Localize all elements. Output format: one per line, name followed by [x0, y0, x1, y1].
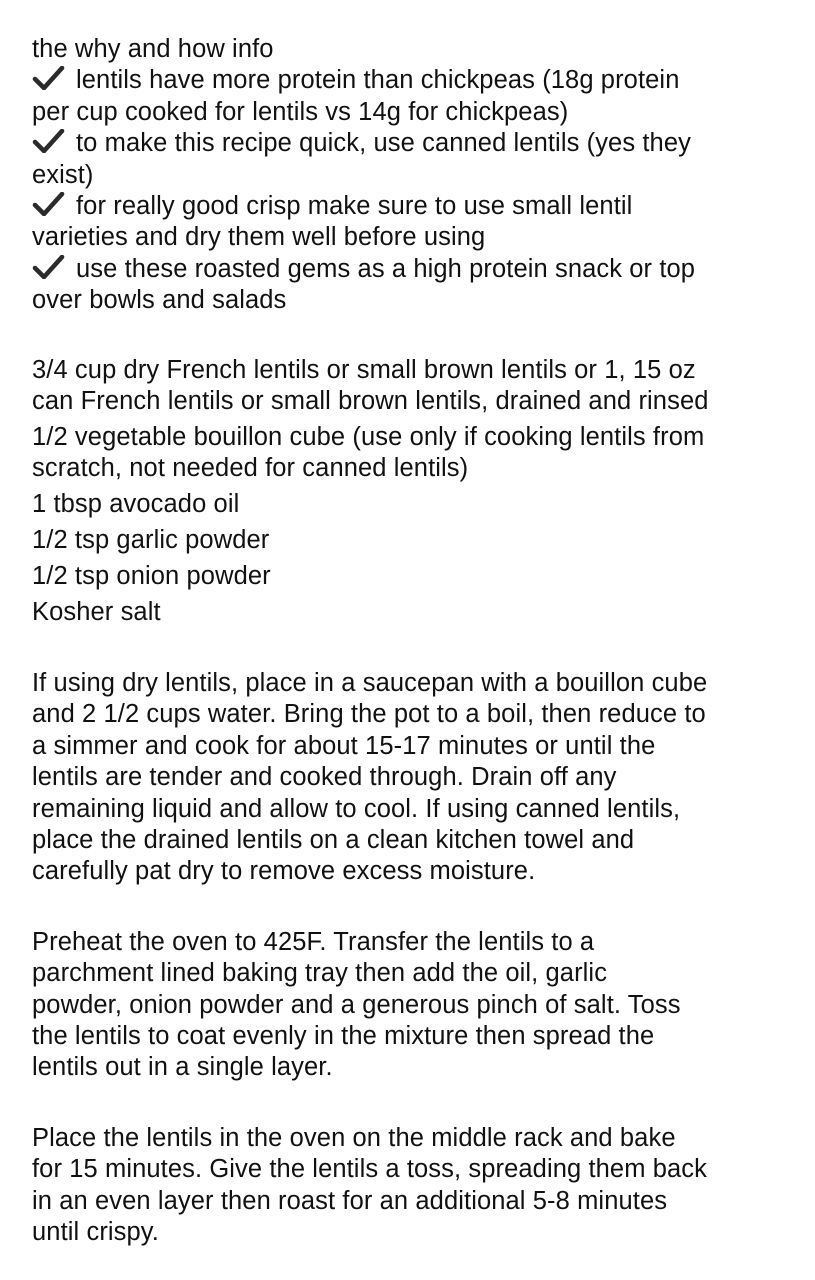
tip-item — [32, 191, 802, 254]
step-text: until crispy. — [32, 1217, 159, 1246]
ingredient-item — [32, 561, 802, 592]
checkmark-icon — [32, 66, 68, 90]
step-text: a simmer and cook for about 15-17 minutes or until the — [32, 731, 656, 760]
ingredient-text: 1/2 tsp onion powder — [32, 562, 271, 591]
ingredient-item — [32, 422, 802, 485]
step-text: parchment lined baking tray then add the oil, garlic — [32, 959, 608, 988]
step-text: carefully pat dry to remove excess moisture. — [32, 857, 536, 886]
checkmark-icon — [32, 129, 68, 153]
intro-heading: the why and how info — [32, 35, 274, 63]
checkmark-icon — [32, 255, 68, 279]
ingredient-text: can French lentils or small brown lentils, drained and rinsed — [32, 387, 709, 416]
step-text: powder, onion powder and a generous pinch of salt. Toss — [32, 990, 681, 1019]
ingredient-item — [32, 355, 802, 418]
ingredient-text: Kosher salt — [32, 598, 161, 627]
step-text: for 15 minutes. Give the lentils a toss, spreading them back — [32, 1155, 708, 1184]
ingredient-item — [32, 525, 802, 556]
section-spacer — [32, 317, 802, 355]
step-text: Preheat the oven to 425F. Transfer the lentils to a — [32, 927, 595, 956]
section-spacer — [32, 888, 802, 927]
tip-text: exist) — [32, 160, 94, 189]
step-text: in an even layer then roast for an additional 5-8 minutes — [32, 1186, 668, 1215]
ingredient-text: 1 tbsp avocado oil — [32, 490, 240, 519]
tip-text: varieties and dry them well before using — [32, 223, 486, 252]
step-text: the lentils to coat evenly in the mixture then spread the — [32, 1021, 655, 1050]
ingredients-list — [32, 355, 802, 629]
ingredient-item — [32, 489, 802, 520]
tip-text: for really good crisp make sure to use small lentil — [76, 192, 633, 221]
ingredient-text: 1/2 vegetable bouillon cube (use only if cooking lentils from — [32, 423, 705, 452]
step-paragraph — [32, 668, 802, 888]
recipe-note — [32, 34, 802, 1248]
step-text: place the drained lentils on a clean kitchen towel and — [32, 825, 635, 854]
step-text: Place the lentils in the oven on the middle rack and bake — [32, 1123, 676, 1152]
step-text: remaining liquid and allow to cool. If using canned lentils, — [32, 794, 681, 823]
tips-list — [32, 65, 802, 316]
checkmark-icon — [32, 192, 68, 216]
tip-text: use these roasted gems as a high protein snack or top — [76, 254, 696, 283]
step-text: lentils are tender and cooked through. Drain off any — [32, 763, 617, 792]
ingredient-item — [32, 597, 802, 628]
tip-item — [32, 254, 802, 317]
section-spacer — [32, 629, 802, 668]
tip-text: over bowls and salads — [32, 286, 287, 315]
step-paragraph — [32, 927, 802, 1084]
step-text: lentils out in a single layer. — [32, 1053, 333, 1082]
section-spacer — [32, 1084, 802, 1123]
tip-text: per cup cooked for lentils vs 14g for chickpeas) — [32, 97, 569, 126]
tip-item — [32, 128, 802, 191]
ingredient-text: 1/2 tsp garlic powder — [32, 526, 270, 555]
ingredient-text: 3/4 cup dry French lentils or small brown lentils or 1, 15 oz — [32, 355, 696, 384]
ingredient-text: scratch, not needed for canned lentils) — [32, 454, 469, 483]
step-text: and 2 1/2 cups water. Bring the pot to a boil, then reduce to — [32, 700, 706, 729]
tip-text: to make this recipe quick, use canned lentils (yes they — [76, 129, 691, 158]
tip-text: lentils have more protein than chickpeas (18g protein — [76, 66, 680, 95]
step-text: If using dry lentils, place in a saucepan with a bouillon cube — [32, 668, 708, 697]
step-paragraph — [32, 1123, 802, 1249]
tip-item — [32, 65, 802, 128]
